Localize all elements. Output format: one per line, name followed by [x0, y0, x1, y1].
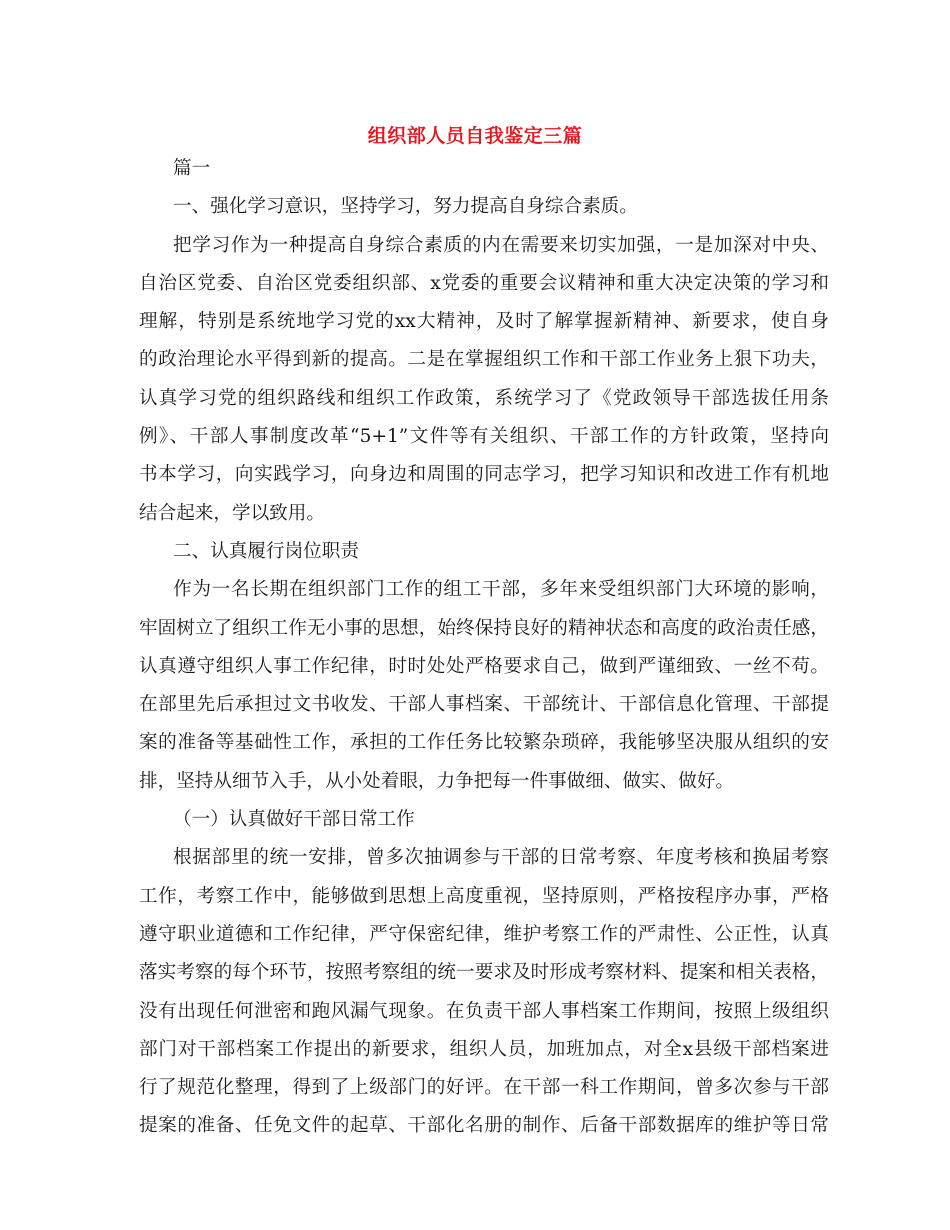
text-line: （一）认真做好干部日常工作 — [173, 809, 415, 831]
text-line: 理解，特别是系统地学习党的xx大精神，及时了解掌握新精神、新要求，使自身 — [139, 311, 829, 333]
text-line: 认真遵守组织人事工作纪律，时时处处严格要求自己，做到严谨细致、一丝不苟。 — [139, 655, 829, 677]
text-line: 作为一名长期在组织部门工作的组工干部，多年来受组织部门大环境的影响， — [173, 579, 829, 601]
text-line: 工作，考察工作中，能够做到思想上高度重视，坚持原则，严格按程序办事，严格 — [139, 885, 829, 907]
text-line: 书本学习，向实践学习，向身边和周围的同志学习，把学习知识和改进工作有机地 — [139, 464, 829, 486]
text-line: 排，坚持从细节入手，从小处着眼，力争把每一件事做细、做实、做好。 — [139, 770, 735, 792]
text-line: 案的准备等基础性工作，承担的工作任务比较繁杂琐碎，我能够坚决服从组织的安 — [139, 732, 829, 754]
text-line: 部门对干部档案工作提出的新要求，组织人员，加班加点，对全x县级干部档案进 — [139, 1038, 829, 1060]
text-line: 一、强化学习意识，坚持学习，努力提高自身综合素质。 — [173, 196, 638, 218]
text-line: 例》、干部人事制度改革“5+1”文件等有关组织、干部工作的方针政策，坚持向 — [139, 426, 829, 448]
text-line: 遵守职业道德和工作纪律，严守保密纪律，维护考察工作的严肃性、公正性，认真 — [139, 923, 829, 945]
text-line: 在部里先后承担过文书收发、干部人事档案、干部统计、干部信息化管理、干部提 — [139, 694, 829, 716]
text-line: 自治区党委、自治区党委组织部、x党委的重要会议精神和重大决定决策的学习和 — [139, 272, 829, 294]
text-line: 篇一 — [173, 158, 211, 179]
text-line: 没有出现任何泄密和跑风漏气现象。在负责干部人事档案工作期间，按照上级组织 — [139, 1000, 829, 1022]
text-line: 的政治理论水平得到新的提高。二是在掌握组织工作和干部工作业务上狠下功夫， — [139, 349, 829, 371]
text-line: 结合起来，学以致用。 — [139, 502, 325, 524]
text-line: 二、认真履行岗位职责 — [173, 540, 359, 562]
document-body — [139, 150, 829, 1146]
text-line: 牢固树立了组织工作无小事的思想，始终保持良好的精神状态和高度的政治责任感， — [139, 617, 829, 639]
text-line: 认真学习党的组织路线和组织工作政策，系统学习了《党政领导干部选拔任用条 — [139, 387, 829, 409]
text-line: 落实考察的每个环节，按照考察组的统一要求及时形成考察材料、提案和相关表格， — [139, 962, 829, 984]
text-line: 把学习作为一种提高自身综合素质的内在需要来切实加强，一是加深对中央、 — [173, 234, 829, 256]
text-line: 提案的准备、任免文件的起草、干部化名册的制作、后备干部数据库的维护等日常 — [139, 1115, 829, 1137]
text-line: 行了规范化整理，得到了上级部门的好评。在干部一科工作期间，曾多次参与干部 — [139, 1077, 829, 1099]
text-line: 根据部里的统一安排，曾多次抽调参与干部的日常考察、年度考核和换届考察 — [173, 847, 829, 869]
document-title: 组织部人员自我鉴定三篇 — [367, 125, 583, 147]
